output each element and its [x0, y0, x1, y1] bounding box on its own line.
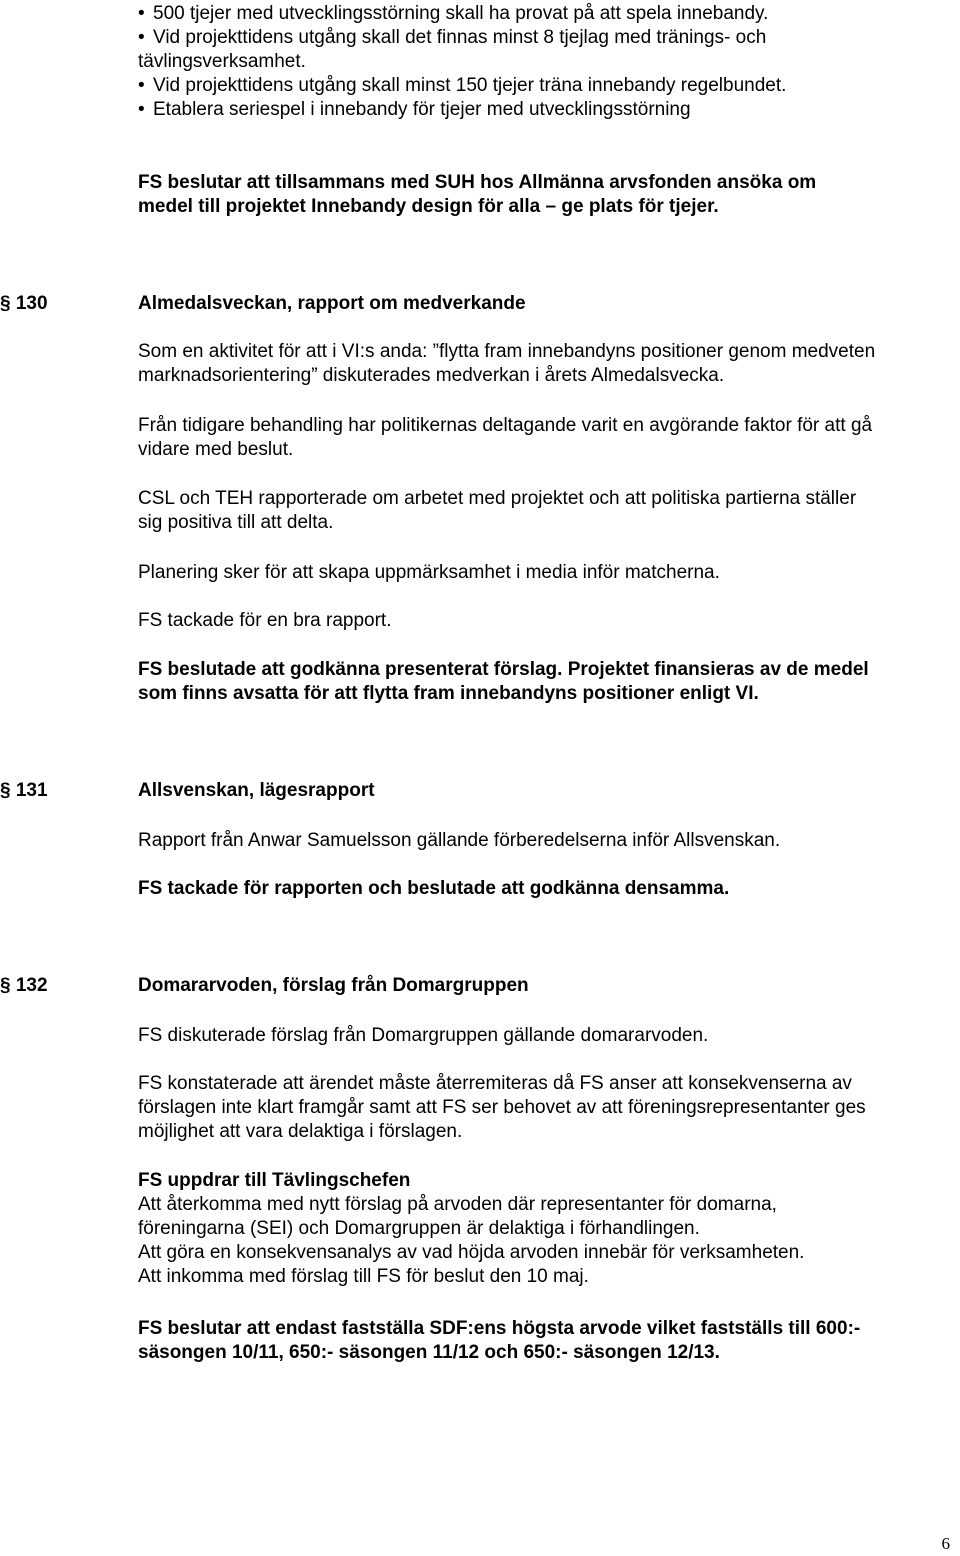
section-paragraph: [138, 1072, 956, 1144]
bullet-glyph: •: [138, 75, 145, 96]
section-number: [0, 974, 48, 998]
paragraph-line: Rapport från Anwar Samuelsson gällande förberedelserna inför Allsvenskan.: [138, 830, 781, 851]
bullet-text: 500 tjejer med utvecklingsstörning skall ha provat på att spela innebandy.: [153, 3, 769, 24]
bullet-item: [138, 74, 938, 98]
assignment-line: föreningarna (SEI) och Domargruppen är delaktiga i förhandlingen.: [138, 1218, 700, 1239]
assignment-line: Att göra en konsekvensanalys av vad höjda arvoden innebär för verksamheten.: [138, 1242, 805, 1263]
paragraph-line: CSL och TEH rapporterade om arbetet med projektet och att politiska partierna ställer: [138, 488, 857, 509]
bullet-text: Vid projekttidens utgång skall det finnas minst 8 tjejlag med tränings- och: [153, 27, 767, 48]
page-number: 6: [941, 1534, 950, 1553]
paragraph-line: marknadsorientering” diskuterades medverkan i årets Almedalsvecka.: [138, 365, 725, 386]
goals-bullet-list: [138, 2, 938, 122]
bullet-item: [138, 2, 938, 26]
bullet-glyph: •: [138, 27, 145, 48]
decision-line: som finns avsatta för att flytta fram innebandyns positioner enligt VI.: [138, 683, 759, 704]
section-title: Almedalsveckan, rapport om medverkande: [138, 293, 526, 314]
section-body-131: [138, 829, 956, 853]
section-paragraph: [138, 609, 956, 633]
paragraph-line: FS diskuterade förslag från Domargruppen gällande domararvoden.: [138, 1025, 709, 1046]
decision-innebandy: [138, 171, 956, 219]
paragraph-line: förslagen inte klart framgår samt att FS ser behovet av att föreningsrepresentanter ges: [138, 1097, 866, 1118]
bullet-text-continuation: tävlingsverksamhet.: [138, 51, 306, 72]
section-paragraph: [138, 414, 956, 462]
section-decision-131: [138, 877, 956, 901]
section-paragraph: [138, 487, 956, 535]
bullet-item: [138, 26, 938, 74]
section-number-value: 132: [15, 975, 48, 996]
paragraph-line: Planering sker för att skapa uppmärksamhet i media inför matcherna.: [138, 562, 720, 583]
assignment-heading: FS uppdrar till Tävlingschefen: [138, 1170, 411, 1191]
paragraph-line: möjlighet att vara delaktiga i förslagen.: [138, 1121, 463, 1142]
paragraph-line: FS tackade för en bra rapport.: [138, 610, 392, 631]
bullet-text: Vid projekttidens utgång skall minst 150 tjejer träna innebandy regelbundet.: [153, 75, 787, 96]
section-number: [0, 292, 48, 316]
paragraph-symbol: §: [0, 293, 11, 314]
decision-line: FS beslutar att tillsammans med SUH hos Allmänna arvsfonden ansöka om: [138, 172, 817, 193]
paragraph-line: Från tidigare behandling har politikernas deltagande varit en avgörande faktor för att gå: [138, 415, 873, 436]
paragraph-symbol: §: [0, 780, 11, 801]
paragraph-line: Som en aktivitet för att i VI:s anda: ”flytta fram innebandyns positioner genom medveten: [138, 341, 876, 362]
bullet-glyph: •: [138, 3, 145, 24]
bullet-text: Etablera seriespel i innebandy för tjejer med utvecklingsstörning: [153, 99, 691, 120]
section-assignment-132: [138, 1169, 956, 1289]
section-decision-132: [138, 1317, 956, 1365]
assignment-line: Att återkomma med nytt förslag på arvoden där representanter för domarna,: [138, 1194, 777, 1215]
paragraph-line: sig positiva till att delta.: [138, 512, 334, 533]
decision-line: FS beslutade att godkänna presenterat förslag. Projektet finansieras av de medel: [138, 659, 869, 680]
section-title: Domararvoden, förslag från Domargruppen: [138, 975, 529, 996]
decision-line: medel till projektet Innebandy design för alla – ge plats för tjejer.: [138, 196, 719, 217]
bullet-glyph: •: [138, 99, 145, 120]
decision-line: FS tackade för rapporten och beslutade att godkänna densamma.: [138, 878, 730, 899]
decision-line: säsongen 10/11, 650:- säsongen 11/12 och 650:- säsongen 12/13.: [138, 1342, 720, 1363]
bullet-item: [138, 98, 938, 122]
section-number-value: 131: [15, 780, 48, 801]
paragraph-symbol: §: [0, 975, 11, 996]
section-title: Allsvenskan, lägesrapport: [138, 780, 375, 801]
section-number: [0, 779, 48, 803]
section-body-132: [138, 1024, 956, 1048]
decision-line: FS beslutar att endast fastställa SDF:ens högsta arvode vilket fastställs till 600:-: [138, 1318, 861, 1339]
paragraph-line: vidare med beslut.: [138, 439, 294, 460]
paragraph-line: FS konstaterade att ärendet måste återremiteras då FS anser att konsekvenserna av: [138, 1073, 852, 1094]
section-number-value: 130: [15, 293, 48, 314]
section-paragraph: [138, 561, 956, 585]
assignment-line: Att inkomma med förslag till FS för beslut den 10 maj.: [138, 1266, 589, 1287]
section-body-130: [138, 340, 956, 388]
section-decision-130: [138, 658, 956, 706]
